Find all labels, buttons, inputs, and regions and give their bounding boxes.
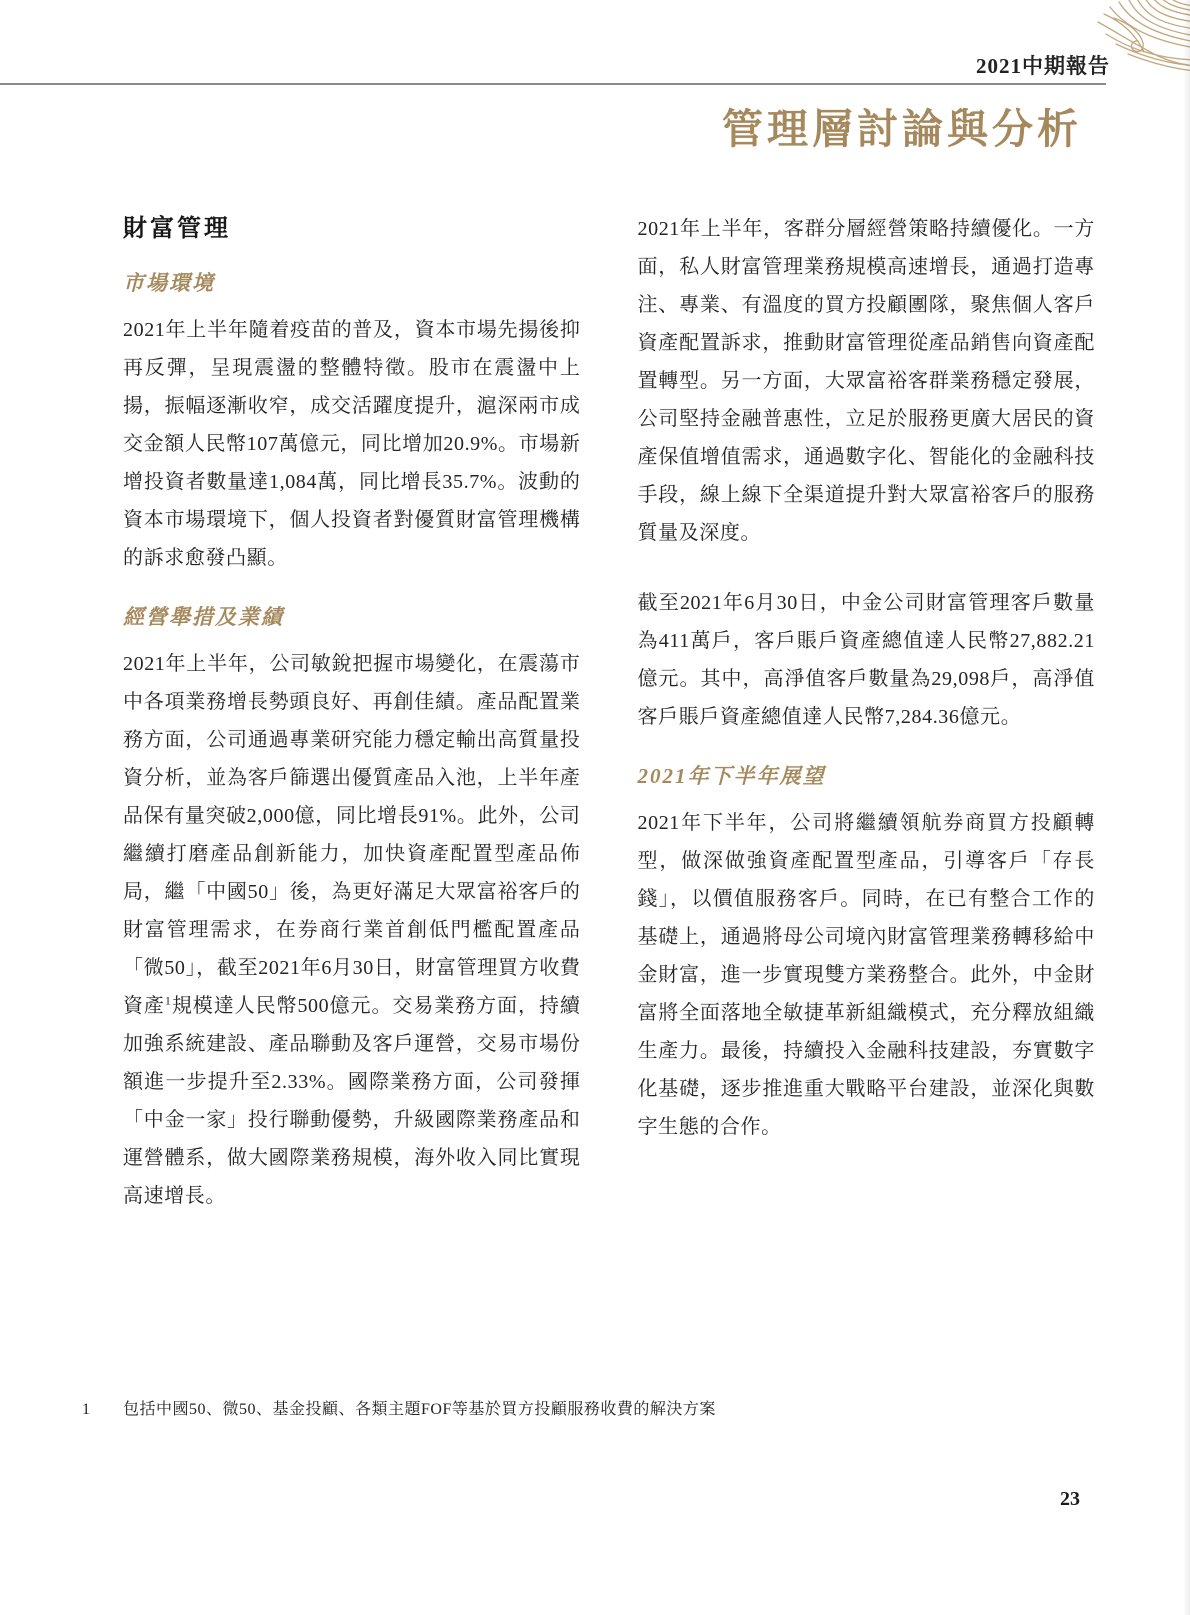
paragraph-operations-part1: 2021年上半年，公司敏銳把握市場變化，在震蕩市中各項業務增長勢頭良好、再創佳績。產品配置業務方面，公司通過專業研究能力穩定輸出高質量投資分析，並為客戶篩選出優質產品入池，上半年產品保有量突破2,000億，同比增長91%。此外，公司繼續打磨產品創新能力，加快資產配置型產品佈局，繼「中國50」後，為更好滿足大眾富裕客戶的財富管理需求，在券商行業首創低門檻配置產品「微50」，截至2021年6月30日，財富管理買方收費資產	[123, 653, 581, 1017]
page-edge-shade	[1183, 0, 1190, 1615]
content-columns	[123, 200, 1095, 1215]
paragraph-2021-second-half-outlook: 2021年下半年，公司將繼續領航券商買方投顧轉型，做深做強資產配置型產品，引導客戶「存長錢」，以價值服務客戶。同時，在已有整合工作的基礎上，通過將母公司境內財富管理業務轉移給中金財富，進一步實現雙方業務整合。此外，中金財富將全面落地全敏捷革新組織模式，充分釋放組織生產力。最後，持續投入金融科技建設，夯實數字化基礎，逐步推進重大戰略平台建設，並深化與數字生態的合作。	[637, 812, 1095, 1138]
page-title: 管理層討論與分析	[722, 106, 1082, 152]
subheading-operations-and-results: 經營舉措及業績	[123, 605, 284, 629]
subheading-2021-second-half-outlook: 2021年下半年展望	[637, 764, 826, 788]
footnote	[82, 1396, 1095, 1419]
subheading-market-environment: 市場環境	[123, 271, 215, 295]
footnote-ref-1: 1	[164, 993, 172, 1008]
paragraph-market-environment: 2021年上半年隨着疫苗的普及，資本市場先揚後抑再反彈，呈現震盪的整體特徵。股市在震盪中上揚，振幅逐漸收窄，成交活躍度提升，滬深兩市成交金額人民幣107萬億元，同比增加20.9%。市場新增投資者數量達1,084萬，同比增長35.7%。波動的資本市場環境下，個人投資者對優質財富管理機構的訴求愈發凸顯。	[123, 319, 581, 569]
right-column	[638, 200, 1096, 1215]
paragraph-operations-and-results	[123, 645, 581, 1215]
footnote-number: 1	[82, 1401, 91, 1418]
footnote-text: 包括中國50、微50、基金投顧、各類主題FOF等基於買方投顧服務收費的解決方案	[123, 1401, 716, 1418]
section-heading-wealth-management: 財富管理	[123, 216, 231, 242]
page-number: 23	[1060, 1488, 1080, 1510]
paragraph-customer-segmentation: 2021年上半年，客群分層經營策略持續優化。一方面，私人財富管理業務規模高速增長，通過打造專注、專業、有溫度的買方投顧團隊，聚焦個人客戶資產配置訴求，推動財富管理從產品銷售向資產配置轉型。另一方面，大眾富裕客群業務穩定發展，公司堅持金融普惠性，立足於服務更廣大居民的資產保值增值需求，通過數字化、智能化的金融科技手段，線上線下全渠道提升對大眾富裕客戶的服務質量及深度。	[637, 218, 1095, 544]
paragraph-client-statistics: 截至2021年6月30日，中金公司財富管理客戶數量為411萬戶，客戶賬戶資產總值達人民幣27,882.21億元。其中，高淨值客戶數量為29,098戶，高淨值客戶賬戶資產總值達人民幣7,284.36億元。	[637, 592, 1095, 728]
report-header-title: 2021中期報告	[976, 54, 1110, 78]
left-column	[123, 200, 581, 1215]
header-rule	[0, 83, 1106, 85]
paragraph-operations-part2: 規模達人民幣500億元。交易業務方面，持續加強系統建設、產品聯動及客戶運營，交易市場份額進一步提升至2.33%。國際業務方面，公司發揮「中金一家」投行聯動優勢，升級國際業務產品和運營體系，做大國際業務規模，海外收入同比實現高速增長。	[123, 995, 581, 1207]
